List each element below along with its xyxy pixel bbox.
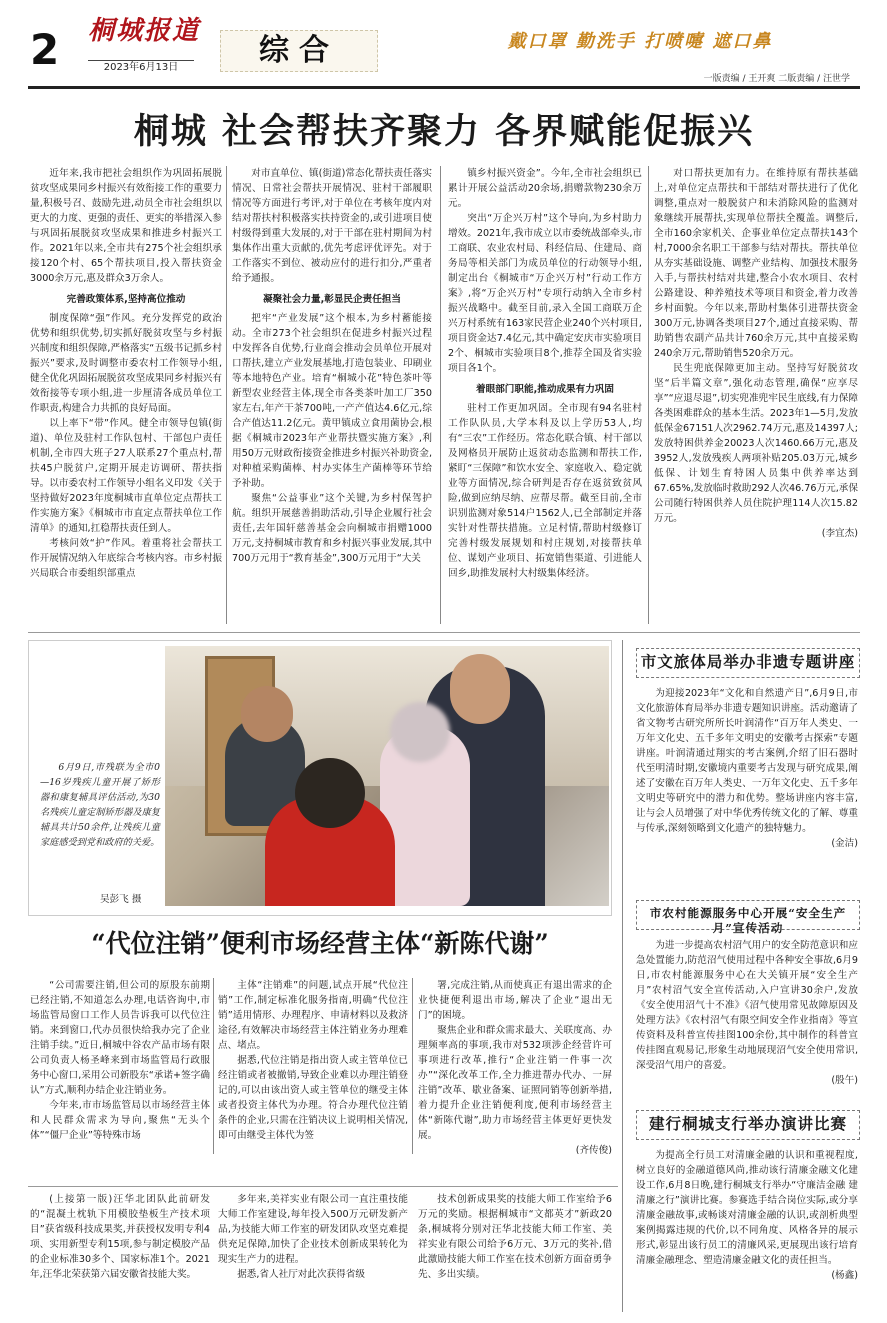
article-author: (李宜杰) [821,528,858,539]
news-photo [165,646,609,906]
side3-title: 建行桐城支行举办演讲比赛 [648,1114,847,1133]
sidebar-divider [622,640,623,1312]
paragraph: (上接第一版)汪华北团队此前研发的“混凝土枕轨下用模胶垫板生产技术项目”获省级科技成果奖,并获授权发明专利4项、实用新型专利15项,参与制定模胶产品的企业标准30多个、国家标准1个。2021年,汪华北荣获第六届安徽省技能大奖。 [30,1194,210,1280]
paragraph: 主体“注销难”的问题,试点开展“代位注销”工作,制定标准化服务指南,明确“代位注销”适用情形、办理程序、申请材料以及救济途径,有效解决市场经营主体注销业务办理难点、堵点。 [218,980,408,1051]
article2-column-2 [218,978,408,1154]
editors-line: 一版责编 / 王开爽 二版责编 / 汪世学 [703,74,850,84]
paragraph: 对市直单位、镇(街道)常态化帮扶责任落实情况、日常社会帮扶开展情况、驻村干部履职情况等方面进行考评,对于单位在考核年度内对结对帮扶村积极落实扶持资金的,或引进项目使村级得到重大发展的,对于干部在驻村期间为村集体作出重大贡献的,优先考虑评优评先。对于工作落实不到位、被动应付的进行扣分,严重者给予通报。 [232,168,432,284]
column-divider [440,166,441,624]
paragraph: “公司需要注销,但公司的原股东前期已经注销,不知道怎么办理,电话咨询中,市场监管局窗口工作人员告诉我可以代位注销。来到窗口,代办员很快给我办完了企业注销手续。”近日,桐城中谷农产品市场有限公司负责人杨圣峰来到市场监管局行政服务中心窗口,采用公司新股东“承诺+签字确认”方式,顺利办结企业注销业务。 [30,980,210,1096]
article-author: (齐传俊) [575,1145,612,1154]
article2-column-1 [30,978,210,1154]
article-author: (杨鑫) [831,1270,858,1281]
article1-column-3 [448,166,642,624]
paragraph: 技术创新成果奖的技能大师工作室给予6万元的奖励。根据桐城市“文都英才”新政20条,桐城将分别对汪华北技能大师工作室、美祥实业有限公司给予6万元、3万元的奖补,借此激励技能大师工作室在技术创新方面奋勇争先、多出实绩。 [418,1194,612,1280]
article1-column-1 [30,166,222,624]
side2-title: 市农村能源服务中心开展“安全生产月”宣传活动 [649,906,847,935]
article-author: (金洁) [831,838,858,849]
paragraph: 镇乡村振兴资金”。今年,全市社会组织已累计开展公益活动20余场,捐赠款物230余万元。 [448,168,642,209]
article2-headline: “代位注销”便利市场经营主体“新陈代谢” [91,929,549,958]
subheading: 完善政策体系,坚持高位推动 [66,294,186,305]
article1-column-4 [654,166,858,624]
paragraph: 为进一步提高农村沼气用户的安全防范意识和应急处置能力,防范沼气使用过程中各种安全事故,6月9日,市农村能源服务中心在大关镇开展“安全生产月”农村沼气安全宣传活动,入户宣讲30余户,发放《安全使用沼气十不准》《沼气使用常见故障原因及处理方法》《农村沼气有限空间安全作业指南》等宣传资料及科普宣传挂图100余份,其中制作的科普宣传挂图直观易记,形象生动地展现沼气安全使用常识,深受沼气用户的喜爱。 [636,940,858,1071]
article3-column-1 [30,1192,210,1312]
side2-body [636,938,858,1098]
paragraph: 聚焦企业和群众需求最大、关联度高、办理频率高的事项,我市对532项涉企经营许可事项进行改革,推行“企业注销一件事一次办”“深化改革工作,全力推进帮办代办、一屏注销”改革、歇业备案、证照同销等创新举措,着力提升企业注销便利度,便利市场经营主体“新陈代谢”,助力市场经营主体更好更快发展。 [418,1025,612,1141]
article1-column-2 [232,166,432,624]
paragraph: 驻村工作更加巩固。全市现有94名驻村工作队队员,大学本科及以上学历53人,均有“三农”工作经历。常态化联合镇、村干部以及网格员开展防止返贫动态监测和帮扶工作,紧盯“三保障”和饮水安全、家庭收入、稳定就业等方面情况,综合研判是否存在返贫致贫风险,做到应纳尽纳、应帮尽帮。截至目前,全市识别监测对象514户1562人,已全部制定并落实针对性帮扶措施。立足村情,帮助村级修订完善村级发展规划和村庄规划,对接帮扶单位、谋划产业项目、拓宽销售渠道、引进能人回乡,助推发展村大村级集体经济。 [448,403,642,579]
paragraph: 制度保障“强”作风。充分发挥党的政治优势和组织优势,切实抓好脱贫攻坚与乡村振兴制度和组织保障,严格落实“五级书记抓乡村振兴”要求,及时调整市委农村工作领导小组,健全优化巩固拓展脱贫攻坚成果同乡村振兴有效衔接等专项小组,进一步厘清各成员单位工作职责,构建合力共抓的良好局面。 [30,313,222,414]
lead-headline: 桐城 社会帮扶齐聚力 各界赋能促振兴 [133,111,755,152]
subheading: 凝聚社会力量,彰显民企责任担当 [263,294,401,305]
masthead-rule [28,86,860,89]
paragraph: 近年来,我市把社会组织作为巩固拓展脱贫攻坚成果同乡村振兴有效衔接工作的重要力量,积极号召、鼓励先进,动员全市社会组织以更大的力度、更强的责任、更实的举措深入参与巩固拓展脱贫攻坚成果和推进乡村振兴工作。2021年以来,全市共有275个社会组织承接120个村、65个帮扶项目,投入帮扶资金3000余万元,惠及群众3万余人。 [30,168,222,284]
side3-body [636,1148,858,1314]
side1-title: 市文旅体局举办非遗专题讲座 [640,652,856,671]
paragraph: 为提高全行员工对清廉金融的认识和重视程度,树立良好的金融道德风尚,推动该行清廉金融文化建设工作,6月8日晚,建行桐城支行举办“守廉洁金融 建清廉之行”演讲比赛。参赛选手结合岗位实际,或分享清廉金融故事,或畅谈对清廉金融的认识,或剖析典型案例揭露违规的代价,以不同角度、风格各异的展示形式,彰显出该行员工的清廉风采,更展现出该行培育清廉金融理念、塑造清廉金融文化的责任担当。 [636,1150,858,1266]
subheading: 着眼部门职能,推动成果有力巩固 [476,384,614,395]
paragraph: 多年来,美祥实业有限公司一直注重技能大师工作室建设,每年投入500万元研发新产品,为技能大师工作室的研发团队攻坚克难提供充足保障,加快了企业技术创新成果转化为现实生产力的进程。 [218,1194,408,1265]
paragraph: 今年来,市市场监管局以市场经营主体和人民群众需求为导向,聚焦“无头个体”“僵尸企业”等特殊市场 [30,1100,210,1141]
column-divider [226,166,227,624]
paragraph: 考核问效“护”作风。着重将社会帮扶工作开展情况纳入年底综合考核内容。市乡村振兴局联合市委组织部重点 [30,538,222,579]
section-rule [28,1186,618,1187]
column-divider [213,978,214,1154]
paragraph: 把牢“产业发展”这个根本,为乡村蓄能接动。全市273个社会组织在促进乡村振兴过程中发挥各自优势,行业商会推动会员单位开展对口帮扶,建立产业发展基地,打造包装业、印刷业等本地特色产业。培育“桐城小花”特色茶叶等新型农业经营主体,现全市各类茶叶加工厂350家左右,年产干茶700吨,一产产值达4.6亿元,综合产值达11.2亿元。黄甲镇成立食用菌协会,根据《桐城市2023年产业帮扶暨实施方案》,利用50万元财政衔接资金推进乡村振兴补助资金,对种植采购菌棒、村办实体生产菌棒等环节给予补助。 [232,313,432,489]
health-slogan: 戴口罩 勤洗手 打喷嚏 遮口鼻 [507,31,773,52]
paragraph: 对口帮扶更加有力。在维持原有帮扶基础上,对单位定点帮扶和干部结对帮扶进行了优化调整,重点对一般脱贫户和未消除风险的监测对象继续开展帮扶,实现单位帮扶全覆盖。调整后,全市160余家机关、企事业单位定点帮扶143个村,7000余名职工干部参与结对帮扶。帮扶单位从夯实基础设施、调整产业结构、加强技术服务入手,与帮扶村结对共建,整合小农水项目、农村公路建设、种养殖技术等项目和资金,着力改善乡村面貌。今年以来,帮助村集体引进帮扶资金300万元,协调各类项目27个,通过直接采购、帮助销售农副产品共计760余万元,其中直接采购240余万元,帮助销售520余万元。 [654,168,858,359]
article-author: (殷午) [831,1075,858,1086]
photo-caption: 6月9日,市残联为全市0—16岁残疾儿童开展了矫形器和康复辅具评估活动,为30名残疾儿童定制矫形器及康复辅具共计50余件,让残疾儿童家庭感受到党和政府的关爱。 [40,762,160,848]
paragraph: 民生兜底保障更加主动。坚持写好脱贫攻坚“后半篇文章”,强化动态管理,确保“应享尽享”“应退尽退”,切实兜准兜牢民生底线,有力保障各类困难群众的基本生活。2023年1—5月,发放低保金67151人次2962.74万元,惠及14397人;发放特困供养金20023人次1460.66万元,惠及3952人,发放残疾人两项补贴205.03万元,城乡低保、计划生育特困人员集中供养率达到67.65%,发放临时救助292人次46.76万元,承保公司随行特困供养人员住院护理114人次15.82万元。 [654,363,858,524]
side1-body [636,686,858,862]
paragraph: 聚焦“公益事业”这个关键,为乡村保驾护航。组织开展慈善捐助活动,引导企业履行社会责任,去年国轩慈善基金会向桐城市捐赠1000万元,支持桐城市教育和乡村振兴事业发展,其中700万元用于“教育基金”,300万元用于“大关 [232,493,432,564]
paragraph: 为迎接2023年“文化和自然遗产日”,6月9日,市文化旅游体育局举办非遗专题知识讲座。活动邀请了省文物考古研究所所长叶润清作“百万年人类史、一万年文化史、五千多年文明史的安徽考古探索”专题讲座。叶润清通过翔实的考古案例,介绍了旧石器时代至明清时期,安徽境内重要考古发现与研究成果,阐述了安徽在百万年人类史、一万年文化史、五千多年文明史等研究中的潜力和优势。整场讲座内容丰富,让与会人员增强了对中华优秀传统文化的了解、尊重与传承,深刻领略到文化遗产的独特魅力。 [636,688,858,834]
paragraph: 据悉,代位注销是指出资人或主管单位已经注销或者被撤销,导致企业难以办理注销登记的,可以由该出资人或主管单位的继受主体或者投资主体代为办理。符合办理代位注销条件的企业,只需在注销决议上说明相关情况,即可由继受主体代为签 [218,1055,408,1141]
article3-column-3 [418,1192,612,1312]
newspaper-logo: 桐城报道 [88,16,201,46]
article3-column-2 [218,1192,408,1312]
section-rule [28,632,860,633]
paragraph: 以上率下“带”作风。健全市领导包镇(街道)、单位及驻村工作队包村、干部包户责任机制,全市四大班子27人联系27个重点村,帮扶45户脱贫户,定期开展走访调研、帮扶指导。以市委农村工作领导小组名义印发《关于坚持做好2023年度桐城市直单位定点帮扶工作实施方案》《桐城市市直定点帮扶单位工作清单》的通知,扛稳帮扶责任到人。 [30,418,222,534]
paragraph: 署,完成注销,从而使真正有退出需求的企业快捷便利退出市场,解决了企业“退出无门”的困境。 [418,980,612,1021]
page-number: 2 [30,25,60,74]
issue-date: 2023年6月13日 [88,60,194,75]
article2-column-3 [418,978,612,1154]
paragraph: 据悉,省人社厅对此次获得省级 [237,1269,365,1280]
section-label: 综合 [259,33,339,68]
column-divider [412,978,413,1154]
column-divider [648,166,649,624]
section-label-box [220,30,378,72]
paragraph: 突出“万企兴万村”这个导向,为乡村助力增效。2021年,我市成立以市委统战部牵头,市工商联、农业农村局、科经信局、住建局、商务局等相关部门为成员单位的行动领导小组,制定出台《桐城市“万企兴万村”行动工作方案》,将“万企兴万村”专项行动纳入全市乡村振兴战略中。截至目前,录入全国工商联万企兴万村系统有163家民营企业240个兴村项目,项目资金达7.4亿元,其中确定安庆市实验项目2个、桐城市实验项目8个,推荐全国及省实验项目各1个。 [448,213,642,374]
photo-credit: 吴彭飞 摄 [100,894,142,905]
